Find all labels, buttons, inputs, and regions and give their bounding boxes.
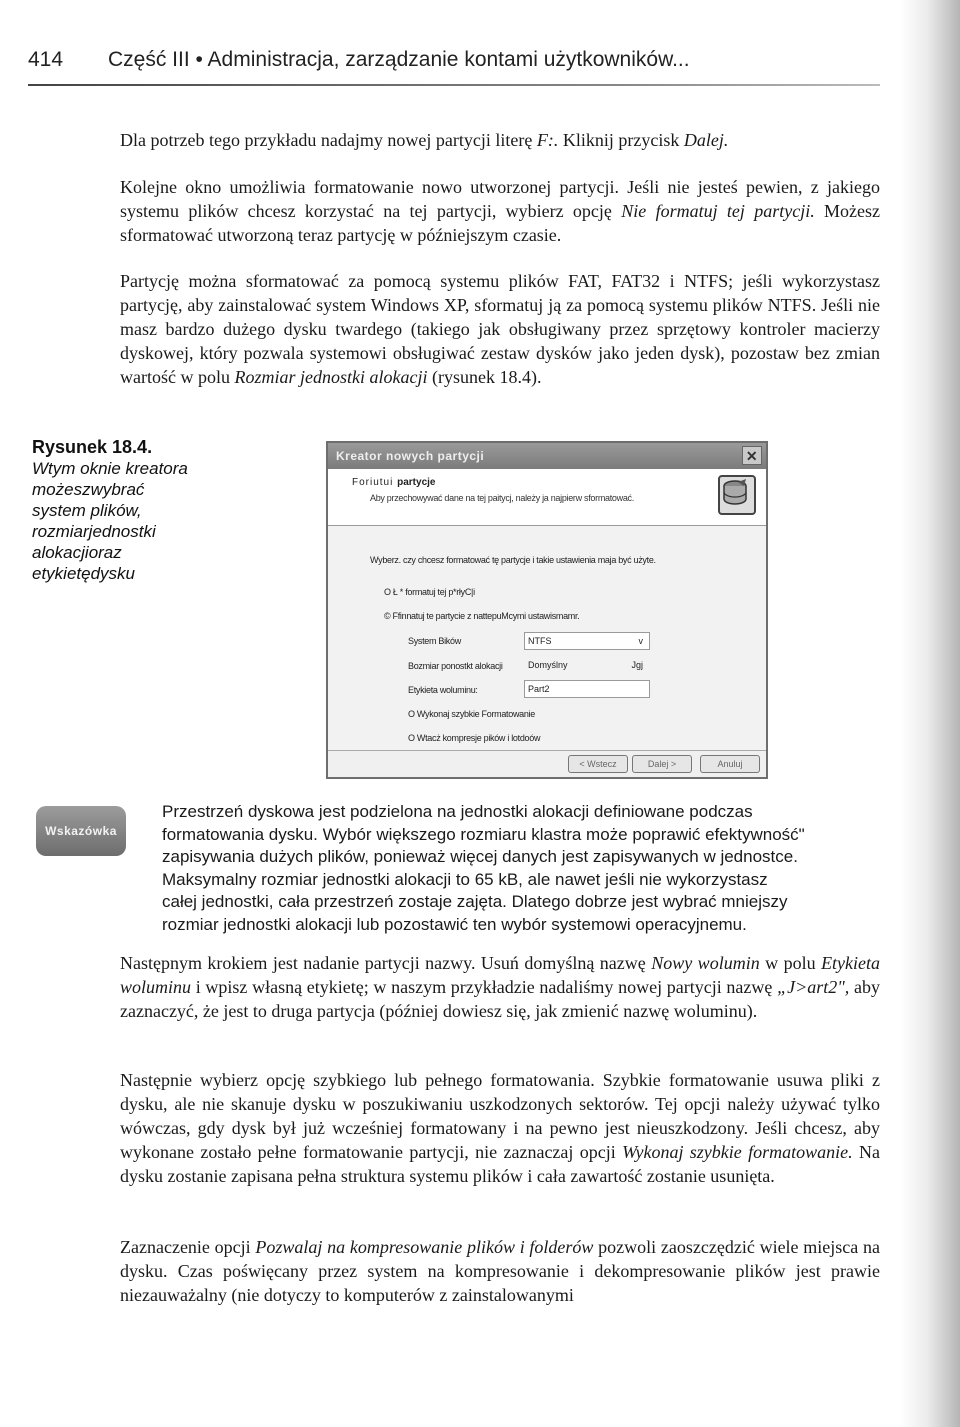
paragraph-1 xyxy=(120,128,880,152)
figure-caption xyxy=(32,436,202,584)
text-run: Partycję można sformatować za pomocą systemu plików FAT, FAT32 i NTFS; jeśli wykorzystasz partycję, aby zainstalować system Windows XP, sformatuj ją za pomocą systemu plików NTFS. Jeśli nie masz bardzo dużego dysku twardego (takiego jak obsługiwany przez sprzętowy kontroler macierzy dyskowej, który pozwala systemowi obsługiwać zestaw dysków jako jeden dysk), pozostaw bez zmian wartość w polu xyxy=(120,271,880,387)
text-run: aby zaznaczyć, że jest to druga partycja (później dowiesz się, jak zmienić nazwę woluminu). xyxy=(120,977,880,1021)
back-button[interactable]: < Wstecz xyxy=(568,755,628,773)
radio-format-with-settings[interactable]: © Ffinnatuj te partycie z nattepuMcymi ustawismamr. xyxy=(384,611,580,621)
allocation-unit-value: Domyślny xyxy=(528,660,568,670)
allocation-unit-label: Bozmiar ponostkt alokacji xyxy=(408,661,503,671)
text-run-italic: Wykonaj szybkie formatowanie. xyxy=(622,1142,853,1162)
file-system-value: NTFS xyxy=(528,636,552,646)
checkbox-quick-format[interactable]: O Wykonaj szybkie Formatowanie xyxy=(408,709,535,719)
tip-badge: Wskazówka xyxy=(36,806,126,856)
paragraph-5 xyxy=(120,1068,880,1188)
close-button[interactable]: ✕ xyxy=(742,446,762,465)
text-run: Możesz sformatować utworzoną teraz partycję w późniejszym czasie. xyxy=(120,201,881,245)
dialog-title: Kreator nowych partycji xyxy=(336,449,485,463)
text-run: Kliknij przycisk xyxy=(558,130,684,150)
allocation-unit-select[interactable] xyxy=(524,656,650,674)
header-rule xyxy=(28,84,880,86)
new-partition-wizard-dialog xyxy=(326,441,768,779)
chevron-down-icon: v xyxy=(638,636,643,646)
tip-line: formatowania dysku. Wybór większego rozmiaru klastra może poprawić efektywność" xyxy=(162,824,805,844)
text-run-italic: Pozwalaj na kompresowanie plików i folderów xyxy=(255,1237,594,1257)
text-run-italic: Rozmiar jednostki alokacji xyxy=(234,367,428,387)
heading-part: Foriutui xyxy=(352,477,398,488)
chevron-down-icon: Jgj xyxy=(631,660,643,670)
dialog-header-panel xyxy=(328,469,766,526)
dialog-titlebar xyxy=(328,443,766,469)
disk-icon xyxy=(718,475,756,515)
tip-line: Przestrzeń dyskowa jest podzielona na jednostki alokacji definiowane podczas xyxy=(162,802,753,821)
checkbox-enable-compression[interactable]: O Wtacż kompresje pików i lotdoów xyxy=(408,733,541,743)
paragraph-6 xyxy=(120,1235,880,1307)
text-run-italic: F:. xyxy=(536,130,559,150)
text-run: Dla potrzeb tego przykładu nadajmy nowej partycji literę xyxy=(120,130,537,150)
caption-body: Wtym oknie kreatora możeszwybrać system plików, rozmiarjednostki alokacjioraz etykietędysku xyxy=(32,459,188,583)
text-run: Zaznaczenie opcji xyxy=(120,1237,256,1257)
text-run-italic: „J>art2", xyxy=(777,977,850,997)
paragraph-4 xyxy=(120,951,880,1023)
dialog-body xyxy=(328,526,766,754)
text-run: Kolejne okno umożliwia formatowanie nowo utworzonej partycji. Jeśli nie jesteś pewien, z jakiego systemu plików chcesz korzystać na tej partycji, wybierz opcję xyxy=(120,177,880,221)
tip-text xyxy=(162,801,862,936)
next-button[interactable]: Dalej > xyxy=(632,755,692,773)
cancel-button[interactable]: Anuluj xyxy=(700,755,760,773)
volume-label-input[interactable]: Part2 xyxy=(524,680,650,698)
text-run-italic: Etykieta woluminu xyxy=(120,953,881,997)
heading-part-bold: partycje xyxy=(397,477,436,488)
running-header xyxy=(28,48,888,72)
text-run-italic: Nowy wolumin xyxy=(651,953,760,973)
format-prompt: Wyberz. czy chcesz formatować tę partycje i takie ustawienia maja być użyte. xyxy=(370,555,656,565)
text-run: Następnym krokiem jest nadanie partycji nazwy. Usuń domyślną nazwę xyxy=(120,953,652,973)
text-run: pozwoli zaoszczędzić wiele miejsca na dysku. Czas poświęcany przez system na kompresowanie i dekompresowanie plików jest prawie niezauważalny (nie dotyczy to komputerów z zainstalowanymi xyxy=(120,1237,880,1305)
dialog-heading xyxy=(352,477,435,488)
text-run-italic: Dalej. xyxy=(683,130,729,150)
text-run: (rysunek 18.4). xyxy=(427,367,542,387)
tip-line: całej jednostki, cała przestrzeń zostaje zajęta. Dlatego dobrze jest wybrać mniejszy xyxy=(162,892,788,911)
tip-line: zapisywania dużych plików, ponieważ więcej danych jest zapisywanych w jednostce. xyxy=(162,847,798,866)
volume-label-label: Etykieta woluminu: xyxy=(408,685,478,695)
file-system-select[interactable] xyxy=(524,632,650,650)
dialog-button-bar xyxy=(328,750,766,777)
page-number: 414 xyxy=(28,48,64,71)
text-run: w polu xyxy=(759,953,822,973)
file-system-label: System Bików xyxy=(408,636,461,646)
chapter-title: Część III • Administracja, zarządzanie kontami użytkowników... xyxy=(108,48,690,71)
tip-line: Maksymalny rozmiar jednostki alokacji to 65 kB, ale nawet jeśli nie wykorzystasz xyxy=(162,869,768,889)
text-run: i wpisz własną etykietę; w naszym przykładzie nadaliśmy nowej partycji nazwę xyxy=(191,977,778,997)
radio-do-not-format[interactable]: O Ł * formatuj tej p*rłyC|i xyxy=(384,587,475,597)
tip-line: rozmiar jednostki alokacji lub pozostawić ten wybór systemowi operacyjnemu. xyxy=(162,914,747,934)
paragraph-2 xyxy=(120,175,880,247)
text-run: Następnie wybierz opcję szybkiego lub pełnego formatowania. Szybkie formatowanie usuwa pliki z dysku, ale nie skanuje dysku w poszukiwaniu uszkodzonych sektorów. Tej opcji należy używać tylko wówczas, gdy dysk był już wcześniej formatowany i na pewno jest nieuszkodzony. Jeśli chcesz, aby wykonane zostało pełne formatowanie partycji, nie zaznaczaj opcji xyxy=(120,1070,880,1162)
page-shadow-edge xyxy=(900,0,960,1427)
text-run-italic: Nie formatuj tej partycji. xyxy=(621,201,815,221)
caption-title: Rysunek 18.4. xyxy=(32,437,153,457)
dialog-subheading: Aby przechowywać dane na tej paitycj, należy ja najpierw sformatować. xyxy=(370,493,634,503)
paragraph-3 xyxy=(120,269,880,389)
text-run: Na dysku zostanie zapisana pełna struktura systemu plików i cała zawartość zostanie usunięta. xyxy=(120,1142,880,1186)
